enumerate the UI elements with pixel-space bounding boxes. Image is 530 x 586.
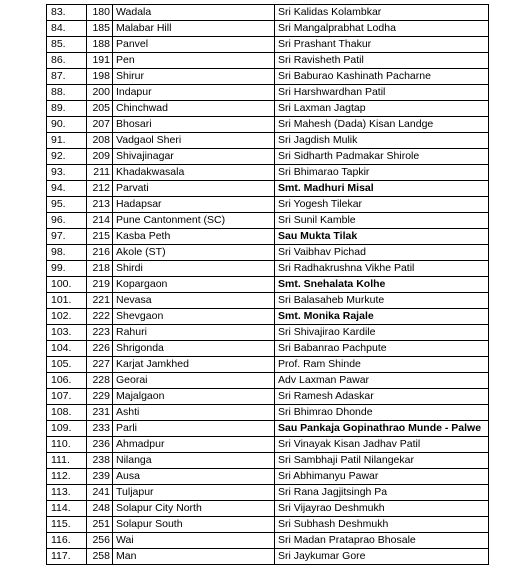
serial-number-cell: 103.: [47, 325, 87, 341]
serial-number-cell: 83.: [47, 5, 87, 21]
constituency-name-cell: Pune Cantonment (SC): [113, 213, 275, 229]
table-row: [47, 5, 489, 21]
constituency-name-cell: Parli: [113, 421, 275, 437]
table-row: [47, 149, 489, 165]
table-row: [47, 309, 489, 325]
constituency-number-cell: 219: [87, 277, 113, 293]
candidate-name-cell: Sri Vinayak Kisan Jadhav Patil: [275, 437, 489, 453]
candidate-name-cell: Sri Babanrao Pachpute: [275, 341, 489, 357]
constituency-number-cell: 236: [87, 437, 113, 453]
table-row: [47, 357, 489, 373]
table-row: [47, 85, 489, 101]
table-row: [47, 453, 489, 469]
serial-number-cell: 101.: [47, 293, 87, 309]
table-row: [47, 389, 489, 405]
candidate-name-cell: Sau Pankaja Gopinathrao Munde - Palwe: [275, 421, 489, 437]
constituency-name-cell: Shevgaon: [113, 309, 275, 325]
constituency-number-cell: 222: [87, 309, 113, 325]
constituency-name-cell: Hadapsar: [113, 197, 275, 213]
constituency-name-cell: Akole (ST): [113, 245, 275, 261]
constituency-name-cell: Pen: [113, 53, 275, 69]
constituency-name-cell: Ahmadpur: [113, 437, 275, 453]
serial-number-cell: 115.: [47, 517, 87, 533]
table-row: [47, 133, 489, 149]
candidate-name-cell: Sri Bhimarao Tapkir: [275, 165, 489, 181]
constituency-name-cell: Shrigonda: [113, 341, 275, 357]
constituency-name-cell: Rahuri: [113, 325, 275, 341]
candidate-name-cell: Sri Sambhaji Patil Nilangekar: [275, 453, 489, 469]
serial-number-cell: 87.: [47, 69, 87, 85]
candidate-name-cell: Sri Radhakrushna Vikhe Patil: [275, 261, 489, 277]
candidate-name-cell: Smt. Snehalata Kolhe: [275, 277, 489, 293]
constituency-name-cell: Bhosari: [113, 117, 275, 133]
candidate-name-cell: Sri Sidharth Padmakar Shirole: [275, 149, 489, 165]
serial-number-cell: 88.: [47, 85, 87, 101]
candidate-name-cell: Sri Kalidas Kolambkar: [275, 5, 489, 21]
candidate-name-cell: Smt. Madhuri Misal: [275, 181, 489, 197]
serial-number-cell: 102.: [47, 309, 87, 325]
constituency-number-cell: 251: [87, 517, 113, 533]
serial-number-cell: 96.: [47, 213, 87, 229]
constituency-name-cell: Solapur City North: [113, 501, 275, 517]
constituency-number-cell: 223: [87, 325, 113, 341]
candidate-name-cell: Sri Mangalprabhat Lodha: [275, 21, 489, 37]
candidate-name-cell: Sri Madan Prataprao Bhosale: [275, 533, 489, 549]
constituency-name-cell: Wadala: [113, 5, 275, 21]
candidate-name-cell: Sri Harshwardhan Patil: [275, 85, 489, 101]
constituency-number-cell: 258: [87, 549, 113, 565]
constituency-name-cell: Chinchwad: [113, 101, 275, 117]
candidate-name-cell: Sri Mahesh (Dada) Kisan Landge: [275, 117, 489, 133]
serial-number-cell: 104.: [47, 341, 87, 357]
candidate-list-body: [47, 5, 489, 565]
constituency-name-cell: Kasba Peth: [113, 229, 275, 245]
constituency-number-cell: 215: [87, 229, 113, 245]
constituency-number-cell: 212: [87, 181, 113, 197]
constituency-number-cell: 198: [87, 69, 113, 85]
candidate-name-cell: Sri Baburao Kashinath Pacharne: [275, 69, 489, 85]
serial-number-cell: 99.: [47, 261, 87, 277]
table-row: [47, 229, 489, 245]
serial-number-cell: 114.: [47, 501, 87, 517]
serial-number-cell: 94.: [47, 181, 87, 197]
table-row: [47, 117, 489, 133]
serial-number-cell: 84.: [47, 21, 87, 37]
constituency-number-cell: 228: [87, 373, 113, 389]
constituency-number-cell: 205: [87, 101, 113, 117]
candidate-name-cell: Sri Subhash Deshmukh: [275, 517, 489, 533]
constituency-name-cell: Man: [113, 549, 275, 565]
table-row: [47, 405, 489, 421]
constituency-number-cell: 191: [87, 53, 113, 69]
constituency-number-cell: 233: [87, 421, 113, 437]
serial-number-cell: 113.: [47, 485, 87, 501]
candidate-name-cell: Adv Laxman Pawar: [275, 373, 489, 389]
constituency-number-cell: 238: [87, 453, 113, 469]
serial-number-cell: 93.: [47, 165, 87, 181]
table-row: [47, 373, 489, 389]
constituency-number-cell: 213: [87, 197, 113, 213]
constituency-name-cell: Ausa: [113, 469, 275, 485]
constituency-name-cell: Ashti: [113, 405, 275, 421]
constituency-name-cell: Panvel: [113, 37, 275, 53]
constituency-name-cell: Kopargaon: [113, 277, 275, 293]
candidate-name-cell: Sri Ravisheth Patil: [275, 53, 489, 69]
serial-number-cell: 110.: [47, 437, 87, 453]
constituency-number-cell: 209: [87, 149, 113, 165]
serial-number-cell: 92.: [47, 149, 87, 165]
serial-number-cell: 97.: [47, 229, 87, 245]
constituency-number-cell: 241: [87, 485, 113, 501]
serial-number-cell: 108.: [47, 405, 87, 421]
candidate-name-cell: Sri Bhimrao Dhonde: [275, 405, 489, 421]
constituency-name-cell: Solapur South: [113, 517, 275, 533]
candidate-name-cell: Sri Vijayrao Deshmukh: [275, 501, 489, 517]
serial-number-cell: 112.: [47, 469, 87, 485]
constituency-number-cell: 180: [87, 5, 113, 21]
serial-number-cell: 95.: [47, 197, 87, 213]
constituency-number-cell: 229: [87, 389, 113, 405]
constituency-number-cell: 239: [87, 469, 113, 485]
serial-number-cell: 117.: [47, 549, 87, 565]
constituency-name-cell: Shirur: [113, 69, 275, 85]
candidate-name-cell: Sri Balasaheb Murkute: [275, 293, 489, 309]
constituency-number-cell: 256: [87, 533, 113, 549]
serial-number-cell: 116.: [47, 533, 87, 549]
candidate-name-cell: Prof. Ram Shinde: [275, 357, 489, 373]
serial-number-cell: 90.: [47, 117, 87, 133]
constituency-name-cell: Majalgaon: [113, 389, 275, 405]
serial-number-cell: 106.: [47, 373, 87, 389]
serial-number-cell: 111.: [47, 453, 87, 469]
serial-number-cell: 109.: [47, 421, 87, 437]
constituency-name-cell: Tuljapur: [113, 485, 275, 501]
candidate-name-cell: Sri Laxman Jagtap: [275, 101, 489, 117]
table-row: [47, 213, 489, 229]
constituency-name-cell: Wai: [113, 533, 275, 549]
table-row: [47, 293, 489, 309]
table-row: [47, 549, 489, 565]
candidate-name-cell: Sri Sunil Kamble: [275, 213, 489, 229]
constituency-number-cell: 211: [87, 165, 113, 181]
table-row: [47, 533, 489, 549]
table-row: [47, 501, 489, 517]
constituency-number-cell: 214: [87, 213, 113, 229]
candidate-name-cell: Sri Abhimanyu Pawar: [275, 469, 489, 485]
constituency-number-cell: 208: [87, 133, 113, 149]
candidate-name-cell: Sau Mukta Tilak: [275, 229, 489, 245]
candidate-name-cell: Sri Ramesh Adaskar: [275, 389, 489, 405]
serial-number-cell: 105.: [47, 357, 87, 373]
table-row: [47, 325, 489, 341]
serial-number-cell: 85.: [47, 37, 87, 53]
constituency-name-cell: Malabar Hill: [113, 21, 275, 37]
table-row: [47, 437, 489, 453]
table-row: [47, 165, 489, 181]
constituency-number-cell: 221: [87, 293, 113, 309]
serial-number-cell: 98.: [47, 245, 87, 261]
constituency-number-cell: 216: [87, 245, 113, 261]
table-row: [47, 53, 489, 69]
constituency-number-cell: 231: [87, 405, 113, 421]
serial-number-cell: 91.: [47, 133, 87, 149]
serial-number-cell: 89.: [47, 101, 87, 117]
candidate-name-cell: Sri Jaykumar Gore: [275, 549, 489, 565]
table-row: [47, 421, 489, 437]
candidate-name-cell: Sri Yogesh Tilekar: [275, 197, 489, 213]
constituency-name-cell: Nevasa: [113, 293, 275, 309]
table-row: [47, 181, 489, 197]
candidate-name-cell: Sri Rana Jagjitsingh Pa: [275, 485, 489, 501]
table-row: [47, 101, 489, 117]
candidate-name-cell: Sri Prashant Thakur: [275, 37, 489, 53]
table-row: [47, 245, 489, 261]
constituency-name-cell: Vadgaol Sheri: [113, 133, 275, 149]
table-row: [47, 517, 489, 533]
constituency-number-cell: 248: [87, 501, 113, 517]
candidate-name-cell: Sri Jagdish Mulik: [275, 133, 489, 149]
constituency-number-cell: 200: [87, 85, 113, 101]
constituency-name-cell: Khadakwasala: [113, 165, 275, 181]
serial-number-cell: 86.: [47, 53, 87, 69]
constituency-name-cell: Karjat Jamkhed: [113, 357, 275, 373]
candidate-name-cell: Sri Shivajirao Kardile: [275, 325, 489, 341]
constituency-name-cell: Shirdi: [113, 261, 275, 277]
constituency-number-cell: 226: [87, 341, 113, 357]
table-row: [47, 261, 489, 277]
candidate-list-table: [46, 4, 489, 565]
table-row: [47, 485, 489, 501]
table-row: [47, 197, 489, 213]
table-row: [47, 341, 489, 357]
constituency-number-cell: 207: [87, 117, 113, 133]
constituency-name-cell: Parvati: [113, 181, 275, 197]
constituency-number-cell: 218: [87, 261, 113, 277]
table-row: [47, 21, 489, 37]
constituency-name-cell: Indapur: [113, 85, 275, 101]
constituency-name-cell: Nilanga: [113, 453, 275, 469]
constituency-name-cell: Shivajinagar: [113, 149, 275, 165]
constituency-number-cell: 227: [87, 357, 113, 373]
candidate-name-cell: Sri Vaibhav Pichad: [275, 245, 489, 261]
table-row: [47, 469, 489, 485]
table-row: [47, 69, 489, 85]
serial-number-cell: 107.: [47, 389, 87, 405]
constituency-name-cell: Georai: [113, 373, 275, 389]
serial-number-cell: 100.: [47, 277, 87, 293]
table-row: [47, 37, 489, 53]
candidate-name-cell: Smt. Monika Rajale: [275, 309, 489, 325]
table-row: [47, 277, 489, 293]
constituency-number-cell: 188: [87, 37, 113, 53]
constituency-number-cell: 185: [87, 21, 113, 37]
